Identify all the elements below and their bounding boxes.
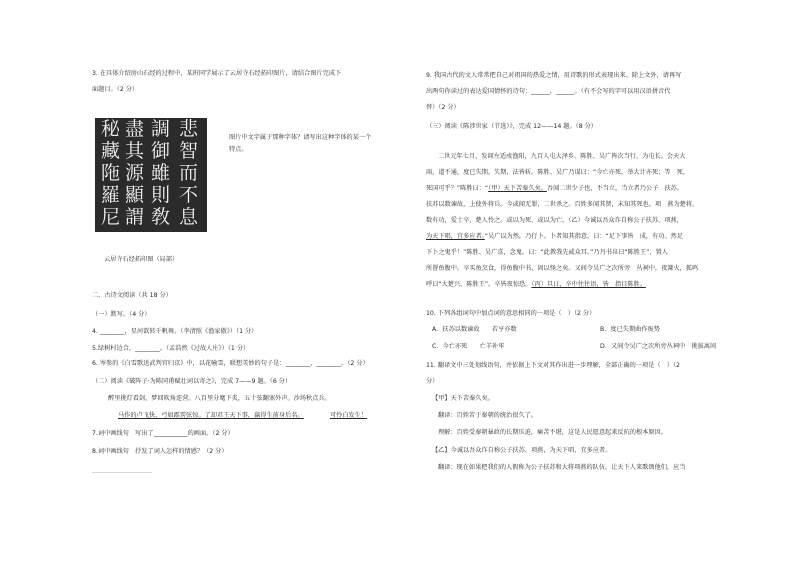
q3-text: 3. 在具体介绍房山石经的过程中，某班同学展示了云居寺石经拓印图片，请结合图片完成下 [92, 70, 342, 77]
divider [92, 472, 152, 473]
passage-text: 死国可乎？”陈胜曰：“ [426, 185, 489, 192]
subsection-heading: （三）阅读《陈涉世家（节选）》，完成 12——14 题。（8 分） [426, 123, 597, 130]
rubbing-char: 藏 [101, 140, 121, 162]
subsection-heading: （二）阅读《破阵子·为陈同甫赋壮词以寄之》，完成 7——9 题。（6 分） [92, 378, 292, 385]
poem-line-underlined: 可怜白发生！ [330, 412, 368, 419]
rubbing-char: 尼 [101, 206, 121, 228]
section-heading: 二、古诗文阅读（共 18 分） [92, 292, 172, 299]
answer-translation: 翻译：百姓苦于秦朝的统治很久了。 [438, 412, 537, 419]
rubbing-char: 盡 [125, 118, 145, 140]
rubbing-char: 調 [151, 118, 171, 140]
passage-line: 所罾鱼腹中。卒买鱼烹食，得鱼腹中书，固以怪之矣。又间令吴广之次所旁 丛祠中，夜篝火，狐鸣 [426, 265, 699, 272]
passage-text-underlined: （甲）天下苦秦久矣。 [488, 185, 547, 192]
q10-option-b: B．度已失期曲作废势 [600, 326, 660, 333]
q3-question: 图片中文字属于那种字体？请写出这种字体的某一个 [229, 134, 372, 141]
q9-text-cont: 出两句你读过的表达爱国情怀的诗句：______，______。（有不会写的字可以用汉语拼音代 [426, 88, 671, 95]
answer-heading: 【乙】今诚以吾众诈自称公子扶苏、项燕，为天下唱，宜多应者。 [432, 447, 612, 454]
passage-line [426, 233, 683, 241]
passage-line: 二世元年七月，发闾左适戍渔阳，九百人屯大泽乡。陈胜、吴广皆次当行，为屯长。会天大 [438, 153, 686, 160]
passage-text: ”吴广以为然，乃行卜。卜者知其指意，曰：“足下事皆 成，有功。然足 [484, 233, 684, 240]
rubbing-char: 謂 [125, 206, 145, 228]
image-caption: 云居寺石经拓印图（局部） [104, 256, 179, 263]
answer-understanding: 理解：百姓受秦朝暴政的长期压迫，痛苦不堪，这是人民愿意起来反抗的根本原因。 [438, 429, 667, 436]
rubbing-char: 智 [179, 140, 199, 162]
q10-option-d: D．又间令吴广之次所旁丛祠中 挑拔离间 [600, 343, 717, 350]
passage-line: 数有功，爱士卒，楚人怜之。或以为死，或以为亡。（乙）今诚以吾众诈自称公子扶苏、项燕， [426, 217, 683, 224]
passage-line [426, 281, 646, 289]
rubbing-char: 羅 [101, 184, 121, 206]
rubbing-char: 悲 [179, 118, 199, 140]
rubbing-char: 雖 [151, 162, 171, 184]
answer-heading: 【甲】天下苦秦久矣。 [432, 395, 494, 402]
q3-question-cont: 特点。 [229, 146, 248, 153]
rubbing-char: 御 [151, 140, 171, 162]
q10-text: 10. 下列各组词句中加点词的意思相同的一项是（ ）（2 分） [426, 310, 596, 317]
q10-option-a: A．扶苏以数谏故 若亨亦数 [432, 326, 517, 333]
q5-text: 5.绿树村边合，________。（孟浩然《过故人庄》）（1 分） [92, 345, 250, 352]
q3-text-cont: 面题目。（2 分） [92, 86, 139, 93]
q10-option-c: C．今亡亦死 亡羊补牢 [432, 343, 505, 350]
q7-text: 7.词中画线句 写出了___________的画面。（2 分） [92, 430, 234, 437]
stele-rubbing-image [95, 118, 207, 232]
passage-text: 吾闻二世少子也，不当立，当立者乃公子 扶苏。 [546, 185, 684, 192]
q6-text: 6. 岑参的《白雪歌送武判官归京》中，以花喻雪，联想美妙的句子是：________，________。（2 分） [92, 360, 369, 367]
q11-text-cont: 分） [426, 378, 439, 385]
rubbing-char: 顯 [125, 184, 145, 206]
rubbing-char: 敎 [151, 206, 171, 228]
q8-text: 8.词中画线句 抒发了词人怎样的情感？（2 分） [92, 448, 228, 455]
rubbing-char: 息 [179, 206, 199, 228]
passage-line: 雨，道不通，度已失期。失期，法皆斩。陈胜、吴广乃谋曰：“今亡亦死，举大计亦死；等 死， [426, 169, 690, 176]
passage-text-underlined: （丙）旦日，卒中往往语，皆 指目陈胜。 [531, 281, 646, 288]
q9-text-cont: 替）（2 分） [426, 104, 460, 111]
q4-text: 4. ________，星河欲转千帆舞。（李清照《渔家傲》）（1 分） [92, 328, 258, 335]
rubbing-char: 秘 [101, 118, 121, 140]
rubbing-char: 則 [151, 184, 171, 206]
rubbing-char: 源 [125, 162, 145, 184]
rubbing-char: 其 [125, 140, 145, 162]
answer-translation: 翻译：现在如果把我们的人假称为公子扶苏和大将项燕的队伍，让天下人来歌颂他们，应当 [438, 464, 686, 471]
poem-line: 醉里挑灯看剑，梦回吹角连营。八百里分麾下炙，五十弦翻塞外声。沙场秋点兵。 [108, 395, 331, 402]
passage-line: 下卜之鬼乎！”陈胜、吴广喜，念鬼，曰：“此教我先威众耳。”乃丹书帛曰“陈胜王”，置人 [426, 249, 668, 256]
passage-line [426, 185, 683, 193]
rubbing-char: 而 [179, 162, 199, 184]
q9-text: 9. 我国古代的文人常常把自己对祖国的热爱之情，用诗歌的形式表现出来。除上文外，请再写 [426, 72, 682, 79]
rubbing-char: 不 [179, 184, 199, 206]
q11-text: 11. 翻译文中三处划线语句，并依据上下文对其作出进一步理解，全部正确的一项是（ ）（2 [426, 362, 680, 369]
subsection-heading: （一）默写。（4 分） [92, 311, 151, 318]
passage-text: 呼曰“大楚兴，陈胜王”。卒皆夜惊恐。 [426, 281, 532, 288]
rubbing-char: 陁 [101, 162, 121, 184]
passage-text-underlined: 为天下唱，宜多应者。 [426, 233, 485, 240]
poem-line-underlined: 马作的卢飞快，弓如霹雳弦惊。了却君王天下事，赢得生前身后名。 [118, 412, 304, 419]
passage-line: 扶苏以数谏故，上使外将兵。今或闻无罪，二世杀之。百姓多闻其贤，未知其死也。项 燕为楚将， [426, 201, 699, 208]
